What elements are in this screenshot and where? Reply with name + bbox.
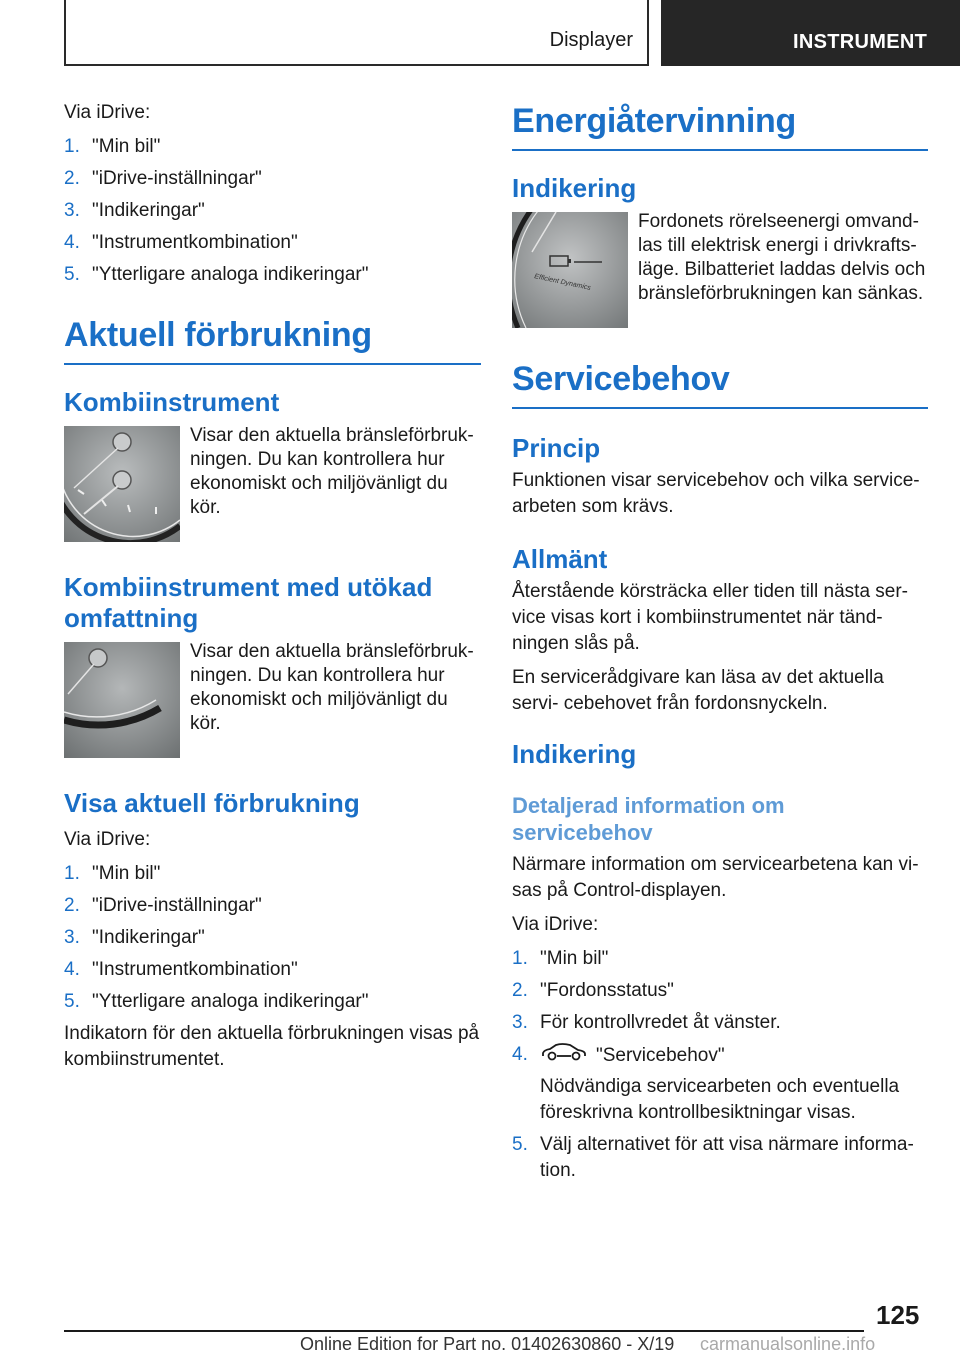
step-number: 4. (512, 1044, 528, 1065)
section-heading-service: Servicebehov (512, 360, 928, 409)
footer-watermark: carmanualsonline.info (700, 1334, 876, 1354)
intro-text-3: Via iDrive: (512, 914, 599, 935)
kombi-figure-row (64, 426, 481, 542)
step-text: "Indikeringar" (92, 927, 205, 948)
header-section-tab (64, 0, 649, 66)
step-text: "iDrive-inställningar" (92, 168, 262, 189)
list-item (512, 946, 928, 972)
step-extra-text: Nödvändiga servicearbeten och eventuella föreskrivna kontrollbesiktningar visas. (540, 1076, 900, 1123)
right-column (512, 102, 928, 1190)
step-text: Välj alternativet för att visa närmare informa- tion. (540, 1134, 914, 1181)
step-number: 1. (64, 136, 80, 157)
step-text: "Instrumentkombination" (92, 959, 298, 980)
step-number: 4. (64, 959, 80, 980)
list-item (64, 989, 481, 1015)
step-text: "Servicebehov" (596, 1045, 725, 1067)
subheading-kombi: Kombiinstrument (64, 387, 280, 417)
list-item (64, 198, 481, 224)
list-item (64, 861, 481, 887)
energy-description: Fordonets rörelseenergi omvand- las till elektrisk energi i drivkrafts- läge. Bilbatteriet laddas delvis och bränsleförbrukningen kan sänkas. (638, 211, 926, 304)
allmant-text-1: Återstående körsträcka eller tiden till nästa ser- vice visas kort i kombiinstrumentet när tänd- ningen slås på. (512, 581, 909, 654)
list-item (64, 134, 481, 160)
princip-text: Funktionen visar servicebehov och vilka service- arbeten som krävs. (512, 470, 920, 517)
list-item (64, 262, 481, 288)
steps-list-1 (64, 134, 481, 288)
footer-divider (64, 1330, 864, 1332)
kombi-description: Visar den aktuella bränsleförbruk- ningen. Du kan kontrollera hur ekonomiskt och miljövänligt du kör. (190, 425, 474, 518)
step-number: 5. (64, 991, 80, 1012)
list-item (512, 978, 928, 1004)
detail-text: Närmare information om servicearbetena kan vi- sas på Control-displayen. (512, 854, 919, 901)
step-text: "Fordonsstatus" (540, 980, 674, 1001)
gauge-label: Efficient Dynamics (533, 273, 592, 292)
subheading-indikering-1: Indikering (512, 173, 637, 203)
step-number: 2. (64, 895, 80, 916)
outro-text: Indikatorn för den aktuella förbrukningen visas på kombiinstrumentet. (64, 1023, 480, 1070)
subheading-kombi-extended: Kombiinstrument med utökad omfattning (64, 572, 433, 633)
car-icon (540, 1042, 588, 1070)
subheading-indikering-2: Indikering (512, 739, 637, 769)
subheading-show-consumption: Visa aktuell förbrukning (64, 788, 360, 818)
step-number: 3. (64, 200, 80, 221)
list-item (64, 893, 481, 919)
list-item (512, 1042, 928, 1126)
energy-figure-row (512, 212, 928, 328)
header-section-label: Displayer (549, 29, 633, 51)
list-item (512, 1010, 928, 1036)
list-item (512, 1132, 928, 1184)
intro-text-2: Via iDrive: (64, 829, 151, 850)
step-number: 3. (64, 927, 80, 948)
kombi-ext-figure-row (64, 642, 481, 758)
steps-list-3 (512, 946, 928, 1184)
gauge-image-efficient-dynamics (512, 212, 628, 328)
gauge-image-kombi-extended (64, 642, 180, 758)
steps-list-2 (64, 861, 481, 1015)
step-text: "Ytterligare analoga indikeringar" (92, 991, 369, 1012)
subheading-detailed-info: Detaljerad information om servicebehov (512, 793, 785, 845)
list-item (64, 925, 481, 951)
step-number: 2. (64, 168, 80, 189)
step-text: "Instrumentkombination" (92, 232, 298, 253)
step-number: 3. (512, 1012, 528, 1033)
step-number: 5. (512, 1134, 528, 1155)
step-text: "Min bil" (92, 136, 161, 157)
section-heading-energy-recovery: Energiåtervinning (512, 102, 928, 151)
gauge-image-kombi (64, 426, 180, 542)
step-text: "iDrive-inställningar" (92, 895, 262, 916)
step-text: "Min bil" (540, 948, 609, 969)
subheading-princip: Princip (512, 433, 601, 463)
section-heading-current-consumption: Aktuell förbrukning (64, 316, 481, 365)
list-item (64, 230, 481, 256)
step-number: 1. (512, 948, 528, 969)
header-chapter-label: INSTRUMENT (793, 31, 928, 53)
intro-text: Via iDrive: (64, 102, 151, 123)
subheading-allmant: Allmänt (512, 544, 608, 574)
kombi-ext-description: Visar den aktuella bränsleförbruk- ningen. Du kan kontrollera hur ekonomiskt och miljövänligt du kör. (190, 641, 474, 734)
header-chapter-tab (661, 0, 960, 66)
list-item (64, 166, 481, 192)
step-text: "Ytterligare analoga indikeringar" (92, 264, 369, 285)
page-number: 125 (876, 1300, 920, 1330)
step-number: 5. (64, 264, 80, 285)
step-number: 2. (512, 980, 528, 1001)
left-column (64, 100, 481, 1073)
step-text: "Min bil" (92, 863, 161, 884)
allmant-text-2: En servicerådgivare kan läsa av det aktuella servi- cebehovet från fordonsnyckeln. (512, 667, 884, 714)
footer-edition: Online Edition for Part no. 01402630860 - X/19 (300, 1334, 675, 1354)
step-text: För kontrollvredet åt vänster. (540, 1012, 781, 1033)
step-text-block (540, 1042, 928, 1126)
step-number: 4. (64, 232, 80, 253)
list-item (64, 957, 481, 983)
step-number: 1. (64, 863, 80, 884)
step-text: "Indikeringar" (92, 200, 205, 221)
